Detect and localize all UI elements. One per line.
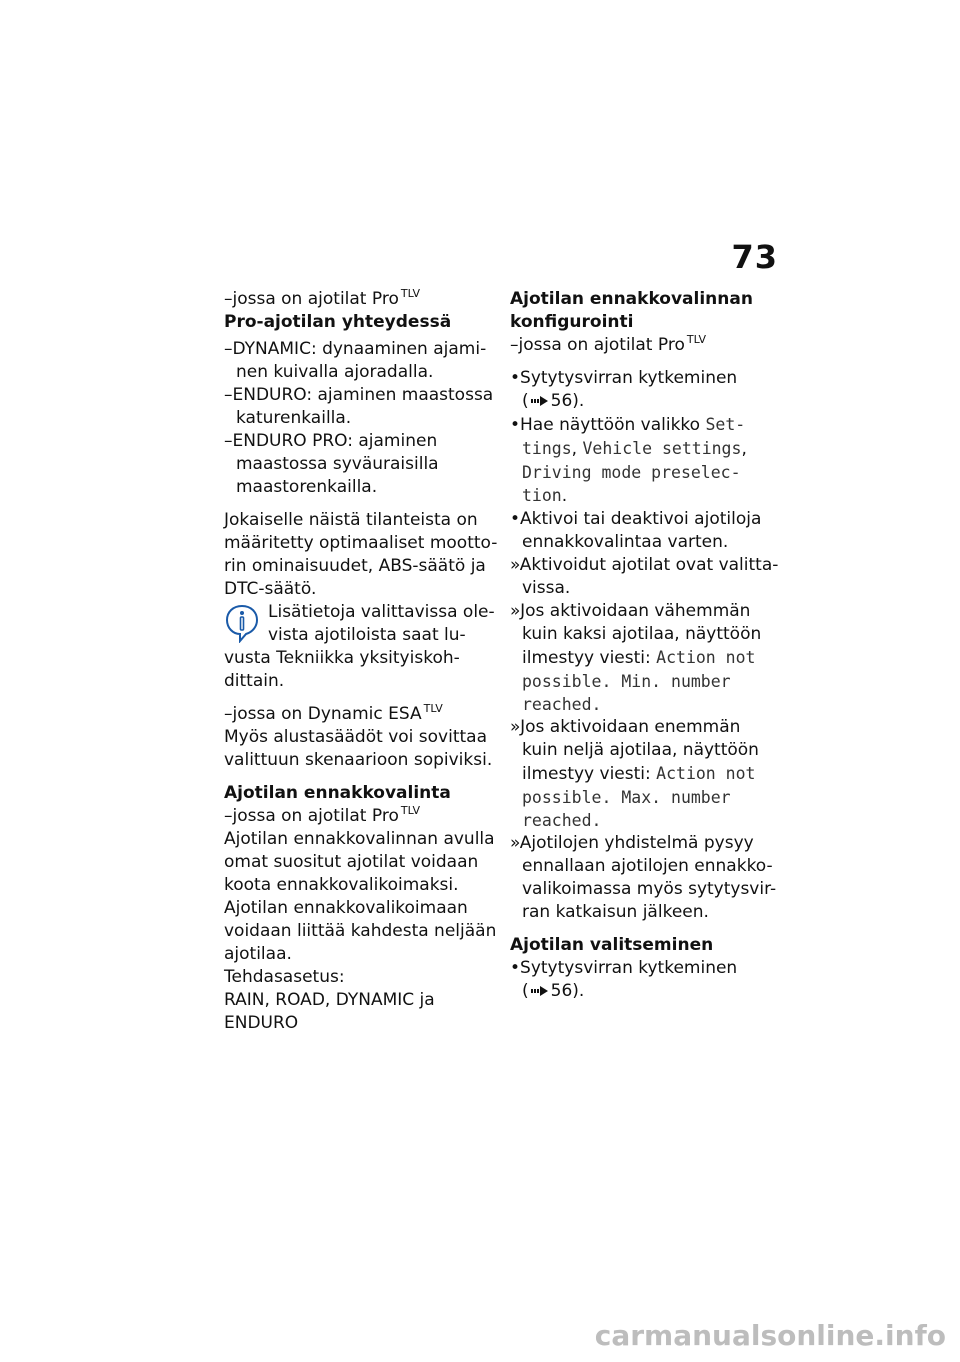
watermark: carmanualsonline.info [594, 1319, 946, 1352]
list-item-enduro: –ENDURO: ajaminen maastossa katurenkailla. [224, 385, 494, 428]
condition-line: –jossa on Dynamic ESA $^{TLV}$ [224, 702, 443, 724]
condition-line: –jossa on ajotilat Pro $^{TLV}$ [510, 333, 707, 355]
page-reference[interactable]: 56). [550, 981, 585, 1001]
right-column [510, 288, 785, 1003]
result-item: »Jos aktivoidaan enemmän kuin neljä ajotilaa, näyttöön ilmestyy viesti: Action not possible. Max. number reached. [510, 717, 759, 830]
superscript-tlv: TLV [400, 804, 421, 818]
condition-line: –jossa on ajotilat Pro $^{TLV}$ [224, 804, 421, 826]
result-item: »Jos aktivoidaan vähemmän kuin kaksi ajotilaa, näyttöön ilmestyy viesti: Action not possible. Min. number reached. [510, 601, 762, 714]
page-reference[interactable]: 56). [550, 391, 585, 411]
section-heading: konfigurointi [510, 312, 634, 332]
paragraph: Jokaiselle näistä tilanteista on määritetty optimaaliset mootto- rin ominaisuudet, ABS-säätö ja DTC-säätö. [224, 510, 498, 599]
bullet-item: •Sytytysvirran kytkeminen ( 56). [510, 958, 738, 1001]
section-heading: Ajotilan valitseminen [510, 935, 714, 955]
section-heading: Ajotilan ennakkovalinta [224, 783, 451, 803]
condition-line: –jossa on ajotilat Pro $^{TLV}$ [224, 287, 421, 309]
left-column: –jossa on ajotilat Pro $^{TLV}$ Pro-ajotilan yhteydessä –DYNAMIC: dynaaminen ajami- nen kuivalla ajoradalla. –ENDURO: ajaminen maastossa katurenkailla. –ENDURO PRO: ajaminen maastossa syväuraisilla maastorenkailla. Jokaiselle näistä tilanteista on määritetty optimaaliset mootto- rin ominaisuudet, ABS-säätö ja DTC-säätö. Lisätietoja valittavissa ole- vista ajotiloista saat lu- vusta Tekniikka yksityiskoh- dittain. –jossa on Dynamic ESA $^{TLV}$ Myös alustasäädöt voi sovittaa valittuun skenaarioon sopiviksi. Ajotilan ennakkovalinta –jossa on ajotilat Pro $^{TLV}$ Ajotilan ennakkovalinnan avulla omat suositut ajotilat voidaan koota ennakkovalikoimaksi. Ajotilan ennakkovalikoimaan voidaan liittää kahdesta neljään ajotilaa. Tehdasasetus: RAIN, ROAD, DYNAMIC ja ENDURO [224, 287, 498, 1033]
page-number: 73 [731, 238, 778, 276]
list-item-enduro-pro: –ENDURO PRO: ajaminen maastossa syväuraisilla maastorenkailla. [224, 431, 439, 497]
result-item: »Aktivoidut ajotilat ovat valitta- vissa. [510, 555, 779, 598]
bullet-item: •Sytytysvirran kytkeminen ( 56). [510, 368, 738, 411]
bullet-item: •Aktivoi tai deaktivoi ajotiloja ennakkovalintaa varten. [510, 509, 762, 552]
superscript-tlv: TLV [423, 702, 443, 716]
section-heading: Ajotilan ennakkovalinnan [510, 289, 753, 309]
result-item: »Ajotilojen yhdistelmä pysyy ennallaan ajotilojen ennakko- valikoimassa myös sytytysvir- ran katkaisun jälkeen. [510, 833, 777, 922]
superscript-tlv: TLV [400, 287, 421, 301]
list-item-dynamic: –DYNAMIC: dynaaminen ajami- nen kuivalla ajoradalla. [224, 339, 487, 382]
info-note: Lisätietoja valittavissa ole- vista ajotiloista saat lu- vusta Tekniikka yksityiskoh- dittain. [224, 602, 495, 691]
info-icon [224, 603, 260, 643]
bullet-item: •Hae näyttöön valikko Set- tings, Vehicle settings, Driving mode preselec- tion. [510, 415, 747, 506]
superscript-tlv: TLV [686, 333, 707, 347]
section-heading: Pro-ajotilan yhteydessä [224, 312, 452, 332]
arrow-right-icon [531, 395, 549, 407]
arrow-right-icon [531, 985, 549, 997]
